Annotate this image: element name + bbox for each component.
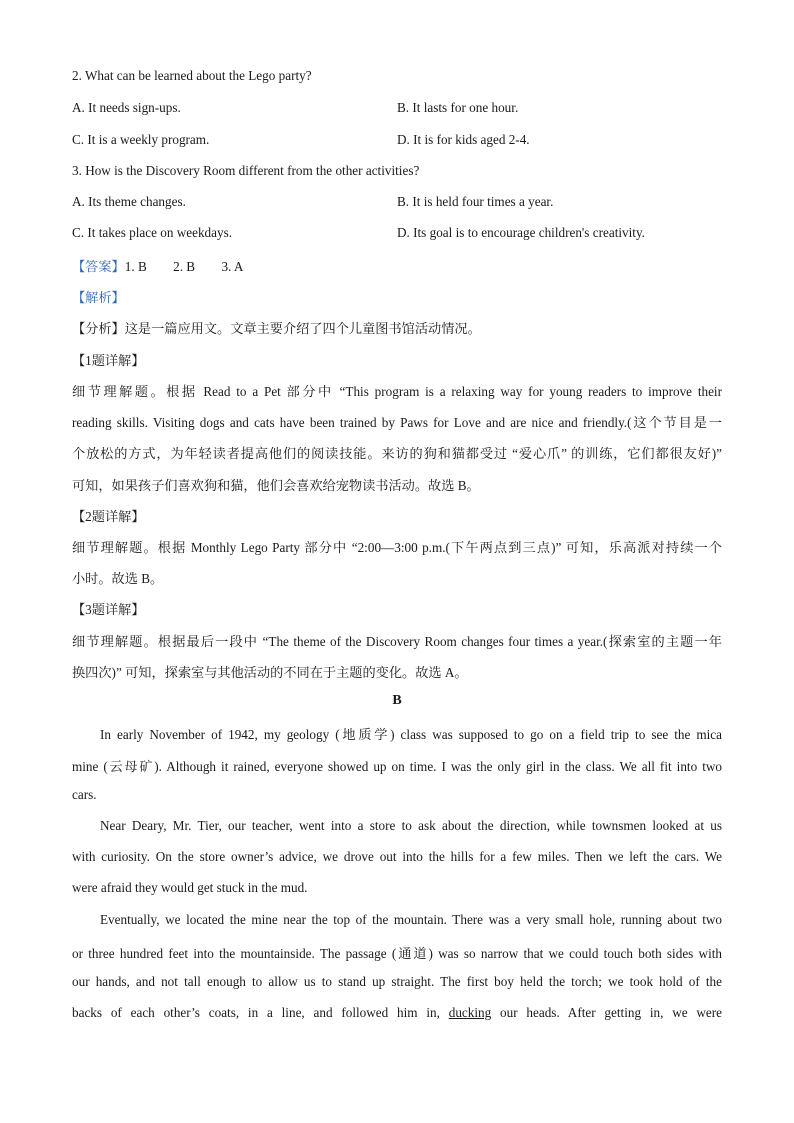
passage-b-p2-line-3: were afraid they would get stuck in the mud. (72, 880, 308, 895)
answer-label: 【答案】 (72, 259, 125, 274)
detail-1-title: 【1题详解】 (72, 353, 145, 368)
passage-b-p1-line-3: cars. (72, 787, 97, 802)
detail-3-title: 【3题详解】 (72, 602, 145, 617)
detail-1-line-2: reading skills. Visiting dogs and cats have been trained by Paws for Love and are nice and friendly.(这个节目是一 (72, 415, 722, 430)
detail-2-line-2: 小时。故选 B。 (72, 571, 164, 586)
q3-stem: 3. How is the Discovery Room different from the other activities? (72, 163, 420, 178)
q3-option-c: C. It takes place on weekdays. (72, 225, 233, 240)
q2-option-c: C. It is a weekly program. (72, 132, 210, 147)
passage-b-p3-line-4 (72, 1005, 722, 1021)
p3-line-4-post: our heads. After getting in, we were (500, 1005, 723, 1020)
passage-b-p2-line-2: with curiosity. On the store owner’s advice, we drove out into the hills for a few miles. Then we left the cars. We (72, 849, 722, 864)
detail-3-line-2: 换四次)” 可知，探索室与其他活动的不同在于主题的变化。故选 A。 (72, 665, 468, 680)
q2-option-d: D. It is for kids aged 2-4. (397, 132, 530, 147)
passage-b-p3-line-1: Eventually, we located the mine near the top of the mountain. There was a very small hole, running about two (100, 912, 722, 927)
q3-option-d: D. Its goal is to encourage children's creativity. (397, 225, 645, 240)
passage-b-heading: B (392, 693, 402, 708)
analysis-label: 【解析】 (72, 290, 125, 305)
q3-option-a: A. Its theme changes. (72, 194, 186, 209)
passage-b-p2-line-1: Near Deary, Mr. Tier, our teacher, went into a store to ask about the direction, while townsmen looked at us (100, 818, 722, 833)
p3-line-4-pre: backs of each other’s coats, in a line, and followed him in, (72, 1005, 440, 1020)
passage-b-p3-line-2: or three hundred feet into the mountainside. The passage (通道) was so narrow that we could touch both sides with (72, 946, 722, 961)
detail-1-line-4: 可知，如果孩子们喜欢狗和猫，他们会喜欢给宠物读书活动。故选 B。 (72, 478, 480, 493)
answer-text: 1. B 2. B 3. A (124, 259, 244, 274)
underlined-word-ducking: ducking (448, 1005, 492, 1020)
passage-b-p1-line-2: mine (云母矿). Although it rained, everyone showed up on time. I was the only girl in the class. We all fit into two (72, 759, 722, 774)
detail-2-title: 【2题详解】 (72, 509, 145, 524)
passage-b-p3-line-3: our hands, and not tall enough to allow us to stand up straight. The first boy held the torch; we took hold of the (72, 974, 722, 989)
passage-b-p1-line-1: In early November of 1942, my geology (地质学) class was supposed to go on a field trip to see the mica (100, 727, 722, 742)
q3-option-b: B. It is held four times a year. (397, 194, 554, 209)
detail-3-line-1: 细节理解题。根据最后一段中 “The theme of the Discovery Room changes four times a year.(探索室的主题一年 (72, 634, 722, 649)
q2-option-b: B. It lasts for one hour. (397, 100, 519, 115)
answer-line (72, 256, 243, 275)
detail-2-line-1: 细节理解题。根据 Monthly Lego Party 部分中 “2:00—3:00 p.m.(下午两点到三点)” 可知，乐高派对持续一个 (72, 540, 722, 555)
detail-1-line-1: 细节理解题。根据 Read to a Pet 部分中 “This program is a relaxing way for young readers to improve their (72, 384, 722, 399)
analysis-summary: 【分析】这是一篇应用文。文章主要介绍了四个儿童图书馆活动情况。 (72, 321, 481, 336)
q2-option-a: A. It needs sign-ups. (72, 100, 181, 115)
detail-1-line-3: 个放松的方式，为年轻读者提高他们的阅读技能。来访的狗和猫都受过 “爱心爪” 的训练，它们都很友好)” (72, 446, 722, 461)
q2-stem: 2. What can be learned about the Lego party? (72, 68, 312, 83)
